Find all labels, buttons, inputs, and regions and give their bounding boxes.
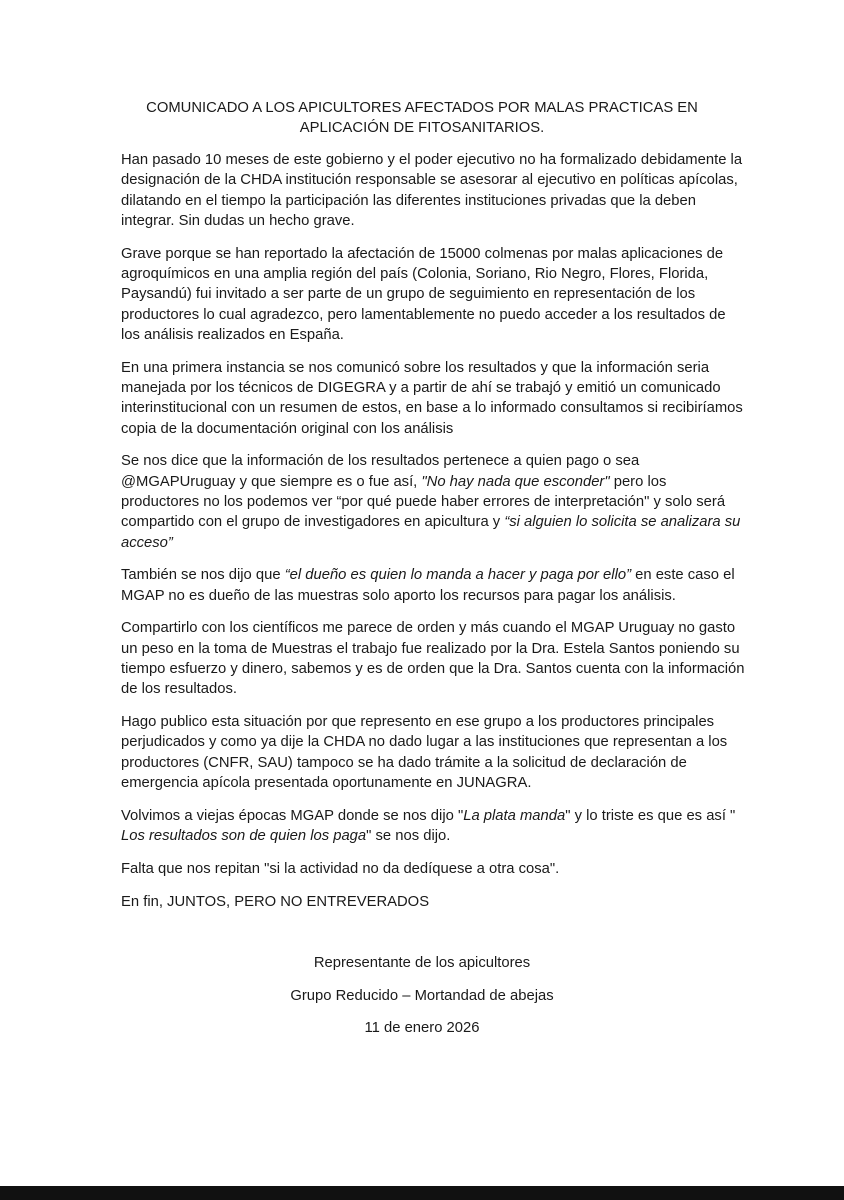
paragraph-3: En una primera instancia se nos comunicó sobre los resultados y que la información seria manejada por los técnicos de DIGEGRA y a partir de ahí se trabajó y emitió un comunicado interinstitucional con un resumen de estos, en base a lo informado consultamos si recibiríamos copia de la documentación original con los análisis [121, 359, 743, 437]
paragraph-5 [121, 565, 746, 606]
paragraph-9: Falta que nos repitan "si la actividad no da dedíquese a otra cosa". [121, 860, 560, 877]
paragraph-8-text-a: Volvimos a viejas épocas MGAP donde se nos dijo " [121, 807, 464, 824]
paragraph-4-text-c: pero los productores no los podemos ver “por qué puede haber errores de interpretación" y solo será compartido con el grupo de investigadores en apicultura y [121, 473, 726, 531]
paragraph-4-text-a: Se nos dice que la información de los resultados pertenece a quien pago o sea @MGAPUruguay y que siempre es o fue así, [121, 453, 640, 490]
paragraph-8-quote-1: La plata manda [463, 807, 566, 824]
paragraph-8-text-e: " se nos dijo. [366, 828, 451, 845]
paragraph-5-text-c: en este caso el MGAP no es dueño de las muestras solo aporto los recursos para pagar los análisis. [121, 567, 735, 604]
document-title [100, 98, 744, 138]
paragraph-5-text-a: También se nos dijo que [121, 567, 285, 584]
paragraph-8-text-c: " y lo triste es que es así " [565, 807, 736, 824]
document-body [121, 150, 746, 925]
signature-role: Representante de los apicultores [313, 955, 531, 971]
bottom-edge-bar [0, 1186, 844, 1200]
paragraph-5-quote: “el dueño es quien lo manda a hacer y paga por ello” [284, 567, 632, 584]
paragraph-10: En fin, JUNTOS, PERO NO ENTREVERADOS [121, 893, 430, 910]
paragraph-4-quote-1: "No hay nada que esconder" [421, 473, 610, 490]
signature-block [250, 953, 594, 1051]
signature-date: 11 de enero 2026 [364, 1020, 480, 1036]
paragraph-1: Han pasado 10 meses de este gobierno y el poder ejecutivo no ha formalizado debidamente la designación de la CHDA institución responsable se asesorar al ejecutivo en políticas apícolas, dilatando en el tiempo la participación las diferentes instituciones privadas que la deben integrar. Sin dudas un hecho grave. [121, 152, 743, 229]
paragraph-8 [121, 806, 746, 847]
title-line-1: COMUNICADO A LOS APICULTORES AFECTADOS POR MALAS PRACTICAS EN [146, 100, 698, 116]
paragraph-4-quote-2: “si alguien lo solicita se analizara su acceso” [121, 514, 741, 551]
signature-group: Grupo Reducido – Mortandad de abejas [290, 987, 554, 1004]
title-line-2: APLICACIÓN DE FITOSANITARIOS. [299, 120, 545, 136]
paragraph-2: Grave porque se han reportado la afectación de 15000 colmenas por malas aplicaciones de agroquímicos en una amplia región del país (Colonia, Soriano, Rio Negro, Flores, Florida, Paysandú) fui invitado a ser parte de un grupo de seguimiento en representación de los productores lo cual agradezco, pero lamentablemente no puedo acceder a los resultados de los análisis realizados en España. [121, 245, 726, 343]
paragraph-6: Compartirlo con los científicos me parece de orden y más cuando el MGAP Uruguay no gasto un peso en la toma de Muestras el trabajo fue realizado por la Dra. Estela Santos poniendo su tiempo esfuerzo y dinero, sabemos y es de orden que la Dra. Santos cuenta con la información de los resultados. [121, 620, 745, 698]
paragraph-4 [121, 451, 746, 552]
paragraph-7: Hago publico esta situación por que represento en ese grupo a los productores principales perjudicados y como ya dije la CHDA no dado lugar a las instituciones que representan a los productores (CNFR, SAU) tampoco se ha dado trámite a la solicitud de declaración de emergencia apícola presentada oportunamente en JUNAGRA. [121, 714, 728, 792]
paragraph-8-quote-2: Los resultados son de quien los paga [121, 828, 367, 845]
